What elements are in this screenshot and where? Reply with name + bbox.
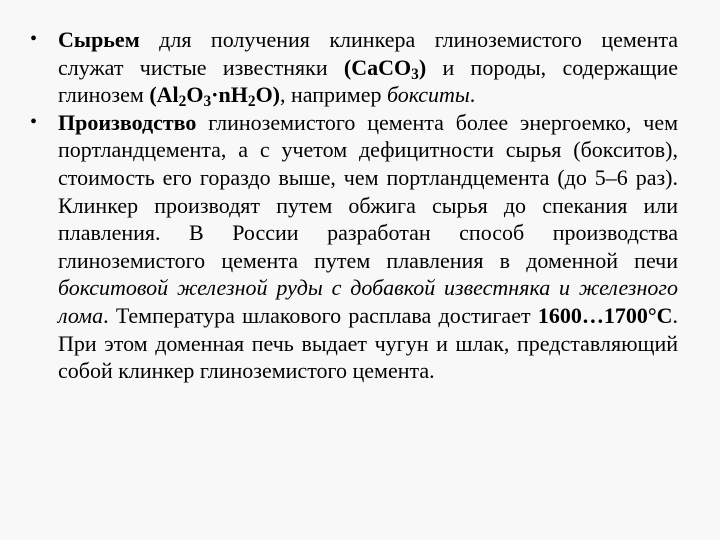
body-text: глиноземистого цемента более энергоемко, чем портландцемента, а с учетом дефицитности сырья (бокситов), стоимость его гораздо выше, чем портландцемента (до 5–6 раз). Клинкер производят путем обжига сырья до спекания или плавления. В России разработан способ производства глиноземистого цемента путем плавления в доменной печи: [58, 109, 678, 273]
temperature-value: 1600…1700°С: [537, 302, 673, 328]
bullet-icon: •: [30, 28, 38, 50]
body-text: для получения клинкера глиноземистого цемента служат чистые известняки: [58, 27, 678, 80]
body-text: . При этом доменная печь выдает чугун и шлак, представляющий собой клинкер глиноземистого цемента.: [58, 302, 678, 384]
lead-term-production: Производство: [58, 109, 197, 135]
formula-caco3: (CaCO$_3$): [343, 54, 427, 83]
bullet-item-production: [30, 109, 678, 385]
italic-term-bauxites: бокситы: [387, 82, 470, 108]
bullet-icon: •: [30, 110, 38, 133]
lead-term-raw: Сырьем: [58, 27, 140, 52]
formula-alumina: $(Al_2O_3\cdot nH_2O)$: [149, 82, 281, 111]
bullet-item-raw-materials: • Сырьем для получения клинкера глиноземистого цемента служат чистые известняки (CaCO$_3$) и породы, содержащие глинозем $(Al_2O_3\cdot nH_2O)$, например бокситы.: [30, 27, 679, 111]
italic-phrase-ore: бокситовой железной руды с добавкой известняка и железного лома: [58, 275, 678, 328]
body-text: и породы, содержащие глинозем: [58, 54, 679, 108]
bullet-list: [30, 26, 678, 385]
body-text: , например: [280, 82, 387, 108]
body-text: . Температура шлакового расплава достигает: [103, 302, 538, 328]
